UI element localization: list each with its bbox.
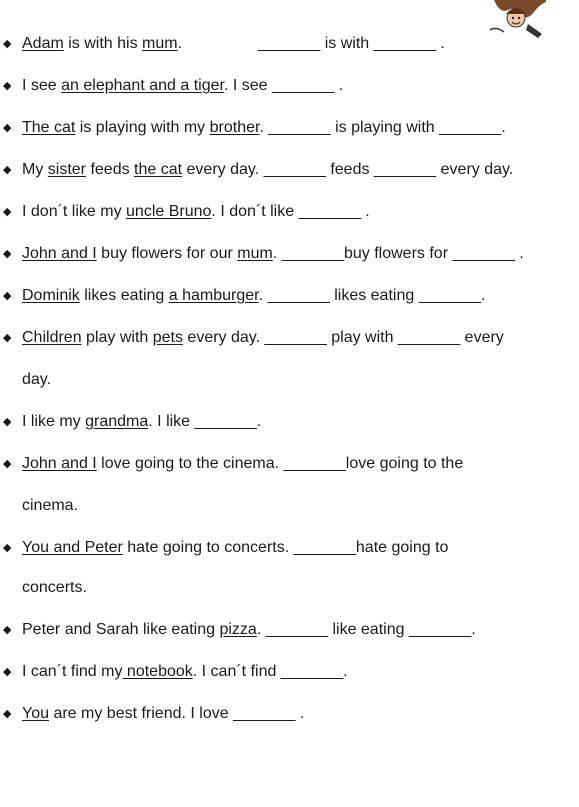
exercise-sentence [0, 661, 579, 683]
exercise-sentence [0, 243, 579, 265]
underlined-phrase: grandma [85, 413, 149, 430]
bullet-icon: ◆ [3, 122, 12, 134]
sentence-continuation [0, 577, 579, 599]
sentence-fragment: . I like _______. [148, 413, 262, 430]
sentence-text [22, 159, 513, 181]
exercise-sentence [0, 411, 579, 433]
underlined-phrase: John and I [22, 455, 97, 472]
sentence-text [22, 201, 370, 223]
continuation-text: concerts. [22, 579, 87, 596]
sentence-text [22, 453, 463, 475]
sentence-continuation [0, 369, 579, 391]
bullet-icon: ◆ [3, 80, 12, 92]
bullet-icon: ◆ [3, 542, 12, 554]
exercise-sentence [0, 327, 579, 349]
sentence-fragment: likes eating [79, 287, 169, 304]
sentence-fragment: . _______buy flowers for _______ . [272, 245, 524, 262]
sentence-fragment: buy flowers for our [96, 245, 238, 262]
continuation-text: day. [22, 371, 52, 388]
exercise-sentence [0, 703, 579, 725]
sentence-fragment: is with his [63, 35, 143, 52]
underlined-phrase: Dominik [22, 287, 80, 304]
continuation-text: cinema. [22, 497, 79, 514]
bullet-icon: ◆ [3, 38, 12, 50]
underlined-phrase: You [22, 705, 49, 722]
underlined-phrase: notebook [122, 663, 193, 680]
sentence-text [22, 117, 506, 139]
underlined-phrase: a hamburger [168, 287, 259, 304]
sentence-fragment: every day. _______ play with _______ every [182, 329, 504, 346]
exercise-sentence [0, 285, 579, 307]
bullet-icon: ◆ [3, 666, 12, 678]
underlined-phrase: mum [142, 35, 178, 52]
sentence-text [22, 75, 343, 97]
sentence-fragment: . I can´t find _______. [192, 663, 348, 680]
sentence-fragment: . [177, 35, 183, 52]
sentence-continuation [0, 495, 579, 517]
exercise-sentence [0, 117, 579, 139]
sentence-fragment: feeds [86, 161, 135, 178]
sentence-fragment: play with [81, 329, 153, 346]
sentence-fragment: love going to the cinema. _______love going to the [96, 455, 464, 472]
sentence-text [22, 537, 448, 559]
underlined-phrase: You and Peter [22, 539, 123, 556]
bullet-icon: ◆ [3, 458, 12, 470]
underlined-phrase: Adam [22, 35, 64, 52]
underlined-phrase: pizza [219, 621, 257, 638]
exercise-sentence [0, 75, 579, 97]
sentence-text [22, 619, 476, 641]
sentence-text [22, 411, 261, 433]
exercise-sentence [0, 33, 579, 55]
sentence-fragment: . _______ likes eating _______. [258, 287, 486, 304]
underlined-phrase: brother [209, 119, 260, 136]
sentence-text [22, 661, 348, 683]
exercise-sentence [0, 619, 579, 641]
bullet-icon: ◆ [3, 416, 12, 428]
sentence-fragment: hate going to concerts. _______hate going to [122, 539, 449, 556]
sentence-fragment: every day. _______ feeds _______ every day. [182, 161, 514, 178]
sentence-fragment: are my best friend. I love _______ . [49, 705, 305, 722]
sentence-fragment: I can´t find my [22, 663, 123, 680]
underlined-phrase: mum [237, 245, 273, 262]
underlined-phrase: sister [47, 161, 87, 178]
sentence-text [22, 33, 182, 55]
sentence-fragment: My [22, 161, 48, 178]
sentence-text [22, 327, 504, 349]
bullet-icon: ◆ [3, 708, 12, 720]
underlined-phrase: pets [152, 329, 183, 346]
answer-blank[interactable]: _______ is with _______ . [258, 35, 445, 52]
exercise-sentence [0, 159, 579, 181]
exercise-sentence [0, 537, 579, 559]
sentence-fragment: . _______ is playing with _______. [259, 119, 506, 136]
sentence-text [22, 285, 485, 307]
bullet-icon: ◆ [3, 290, 12, 302]
sentence-fragment: I like my [22, 413, 86, 430]
exercise-sentence [0, 453, 579, 475]
underlined-phrase: Children [22, 329, 82, 346]
sentence-fragment: I see [22, 77, 62, 94]
underlined-phrase: The cat [22, 119, 76, 136]
sentence-fragment: . I don´t like _______ . [211, 203, 370, 220]
sentence-text [22, 703, 304, 725]
underlined-phrase: an elephant and a tiger [61, 77, 224, 94]
exercise-sentence [0, 201, 579, 223]
bullet-icon: ◆ [3, 624, 12, 636]
sentence-fragment: . _______ like eating _______. [256, 621, 476, 638]
bullet-icon: ◆ [3, 206, 12, 218]
sentence-fragment: . I see _______ . [223, 77, 344, 94]
bullet-icon: ◆ [3, 248, 12, 260]
underlined-phrase: the cat [134, 161, 183, 178]
underlined-phrase: John and I [22, 245, 97, 262]
underlined-phrase: uncle Bruno [126, 203, 212, 220]
sentence-text [22, 243, 524, 265]
sentence-fragment: is playing with my [75, 119, 210, 136]
sentence-fragment: I don´t like my [22, 203, 127, 220]
sentence-fragment: Peter and Sarah like eating [22, 621, 220, 638]
bullet-icon: ◆ [3, 332, 12, 344]
bullet-icon: ◆ [3, 164, 12, 176]
